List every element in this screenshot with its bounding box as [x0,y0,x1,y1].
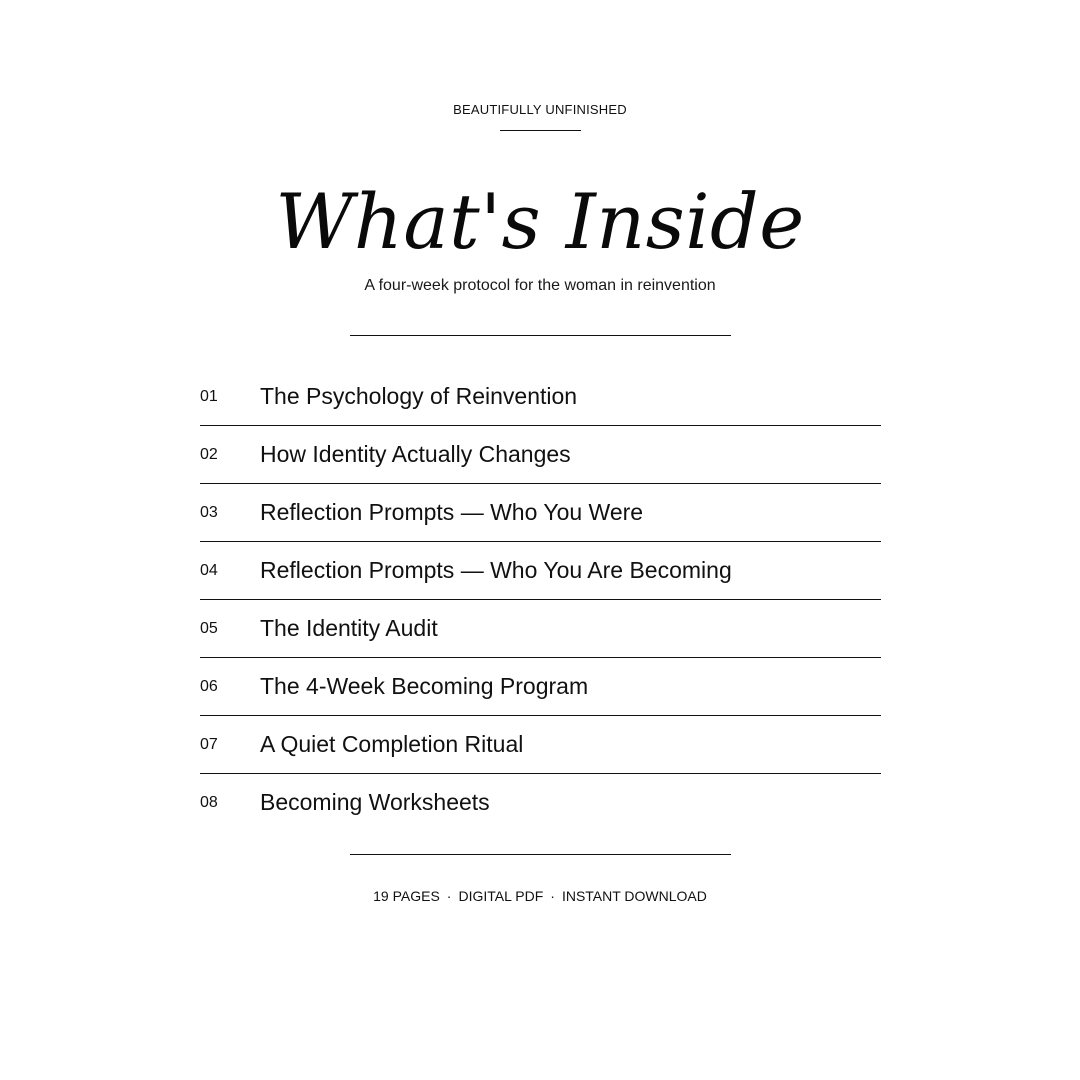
toc-item [200,658,881,716]
delivery-method: INSTANT DOWNLOAD [561,888,707,904]
toc-item-label: How Identity Actually Changes [260,441,571,467]
page-title: What's Inside [275,177,805,266]
toc-item [200,774,881,832]
eyebrow-divider [500,130,581,131]
bottom-divider [350,854,731,855]
toc-item [200,368,881,426]
toc-item [200,716,881,774]
toc-item [200,426,881,484]
toc-item [200,484,881,542]
toc-item-label: The Identity Audit [260,615,438,641]
separator-dot: · [446,888,452,904]
toc-item [200,542,881,600]
toc-item-number: 04 [200,562,218,579]
toc-item-label: The Psychology of Reinvention [260,383,578,409]
product-details [0,887,1080,905]
toc-item-label: The 4-Week Becoming Program [260,673,589,699]
toc-item-label: Reflection Prompts — Who You Were [260,499,644,525]
brand-eyebrow: BEAUTIFULLY UNFINISHED [453,102,627,117]
file-format: DIGITAL PDF [458,888,544,904]
toc-item-number: 05 [200,620,218,637]
toc-item-number: 03 [200,504,218,521]
toc-item [200,600,881,658]
toc-item-number: 08 [200,794,218,811]
page-count: 19 PAGES [373,888,440,904]
table-of-contents [200,368,881,832]
top-divider [350,335,731,336]
separator-dot: · [550,888,555,904]
page-subtitle: A four-week protocol for the woman in reinvention [364,277,716,294]
toc-item-number: 01 [200,388,218,405]
toc-item-label: Becoming Worksheets [260,789,490,815]
toc-item-label: A Quiet Completion Ritual [260,731,524,757]
toc-item-number: 06 [200,678,218,695]
toc-item-number: 07 [200,736,218,753]
toc-item-label: Reflection Prompts — Who You Are Becoming [260,557,732,583]
toc-item-number: 02 [200,446,218,463]
